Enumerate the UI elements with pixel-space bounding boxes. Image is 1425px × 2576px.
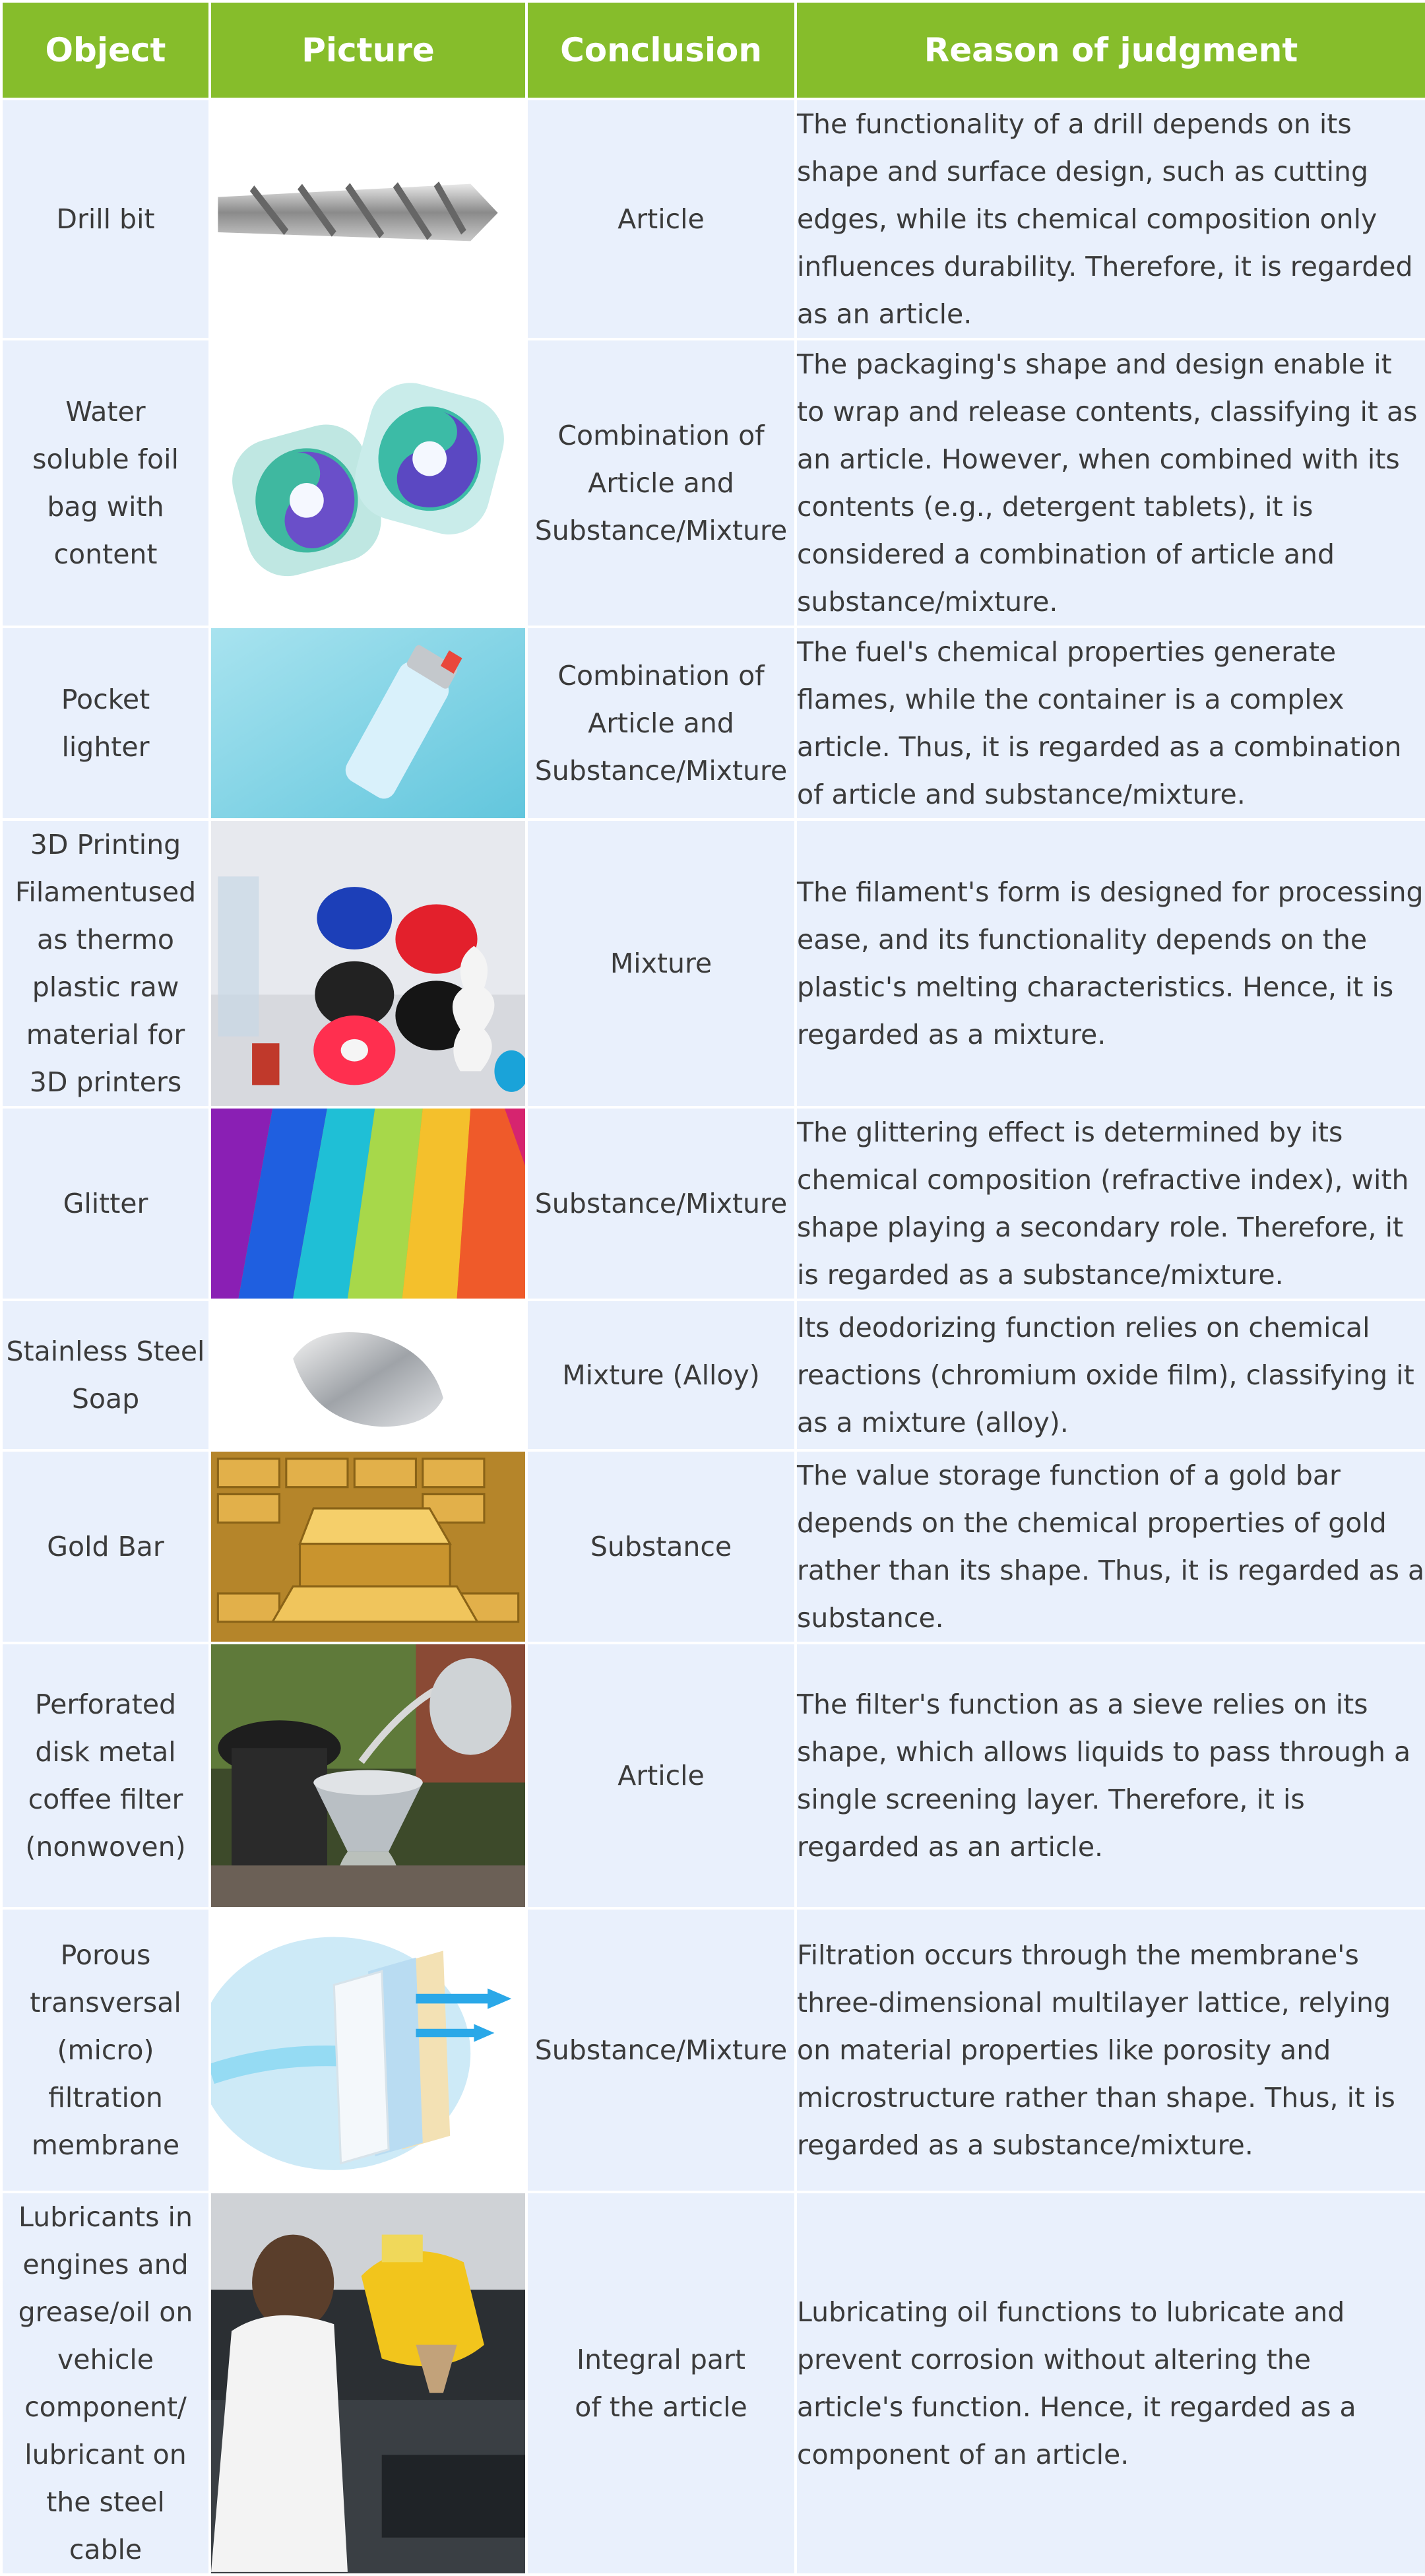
conclusion-cell: Substance/Mixture [526,1908,796,2192]
header-conclusion: Conclusion [526,1,796,99]
header-picture: Picture [210,1,526,99]
table-row [1,1643,1425,1908]
table-row [1,627,1425,820]
conclusion-cell: Mixture (Alloy) [526,1300,796,1450]
object-cell: Stainless Steel Soap [1,1300,210,1450]
picture-cell [210,1300,526,1450]
object-cell: Water soluble foil bag with content [1,339,210,627]
conclusion-cell: Article [526,1643,796,1908]
table-row [1,820,1425,1107]
conclusion-cell: Combination of Article and Substance/Mixture [526,627,796,820]
conclusion-cell: Article [526,99,796,339]
picture-cell [210,339,526,627]
conclusion-cell: Combination of Article and Substance/Mixture [526,339,796,627]
table-row [1,99,1425,339]
coffee-filter-photo-icon [211,1644,525,1907]
picture-cell [210,1450,526,1643]
object-cell: Pocket lighter [1,627,210,820]
glitter-photo-icon [211,1109,525,1299]
object-cell: Porous transversal (micro) filtration membrane [1,1908,210,2192]
engine-oil-photo-icon [211,2193,525,2573]
picture-cell [210,1643,526,1908]
reason-cell: The value storage function of a gold bar depends on the chemical properties of gold rather than its shape. Thus, it is regarded as a substance. [796,1450,1425,1643]
membrane-photo-icon [211,1910,525,2191]
picture-cell [210,1908,526,2192]
conclusion-cell: Substance/Mixture [526,1107,796,1300]
object-cell: 3D Printing Filamentused as thermo plastic raw material for 3D printers [1,820,210,1107]
lighter-photo-icon [211,628,525,818]
header-reason: Reason of judgment [796,1,1425,99]
picture-cell [210,2192,526,2575]
table-row [1,1908,1425,2192]
header-row [1,1,1425,99]
conclusion-cell: Substance [526,1450,796,1643]
reason-cell: The glittering effect is determined by its chemical composition (refractive index), with shape playing a secondary role. Therefore, it is regarded as a substance/mixture. [796,1107,1425,1300]
header-object: Object [1,1,210,99]
conclusion-cell: Integral part of the article [526,2192,796,2575]
conclusion-cell: Mixture [526,820,796,1107]
reason-cell: The functionality of a drill depends on its shape and surface design, such as cutting edges, while its chemical composition only influences durability. Therefore, it is regarded as an article. [796,99,1425,339]
gold-bars-photo-icon [211,1452,525,1642]
table-row [1,2192,1425,2575]
object-cell: Drill bit [1,99,210,339]
table-row [1,339,1425,627]
picture-cell [210,627,526,820]
picture-cell [210,99,526,339]
object-cell: Perforated disk metal coffee filter (nonwoven) [1,1643,210,1908]
reason-cell: Its deodorizing function relies on chemical reactions (chromium oxide film), classifying it as a mixture (alloy). [796,1300,1425,1450]
picture-cell [210,820,526,1107]
table-row [1,1300,1425,1450]
reason-cell: Filtration occurs through the membrane's three-dimensional multilayer lattice, relying on material properties like porosity and microstructure rather than shape. Thus, it is regarded as a substance/mixture. [796,1908,1425,2192]
table-row [1,1450,1425,1643]
table-row [1,1107,1425,1300]
reason-cell: The fuel's chemical properties generate flames, while the container is a complex article. Thus, it is regarded as a combination of article and substance/mixture. [796,627,1425,820]
reason-cell: The filter's function as a sieve relies on its shape, which allows liquids to pass through a single screening layer. Therefore, it is regarded as an article. [796,1643,1425,1908]
reason-cell: The packaging's shape and design enable it to wrap and release contents, classifying it as an article. However, when combined with its contents (e.g., detergent tablets), it is considered a combination of article and substance/mixture. [796,339,1425,627]
object-cell: Glitter [1,1107,210,1300]
filament-spools-photo-icon [211,821,525,1106]
object-cell: Gold Bar [1,1450,210,1643]
object-cell: Lubricants in engines and grease/oil on vehicle component/ lubricant on the steel cable [1,2192,210,2575]
picture-cell [210,1107,526,1300]
steel-soap-photo-icon [211,1301,525,1449]
drill-bit-photo-icon [211,100,525,338]
reason-cell: The filament's form is designed for processing ease, and its functionality depends on the plastic's melting characteristics. Hence, it is regarded as a mixture. [796,820,1425,1107]
detergent-pods-photo-icon [211,340,525,626]
reason-cell: Lubricating oil functions to lubricate and prevent corrosion without altering the article's function. Hence, it regarded as a component of an article. [796,2192,1425,2575]
